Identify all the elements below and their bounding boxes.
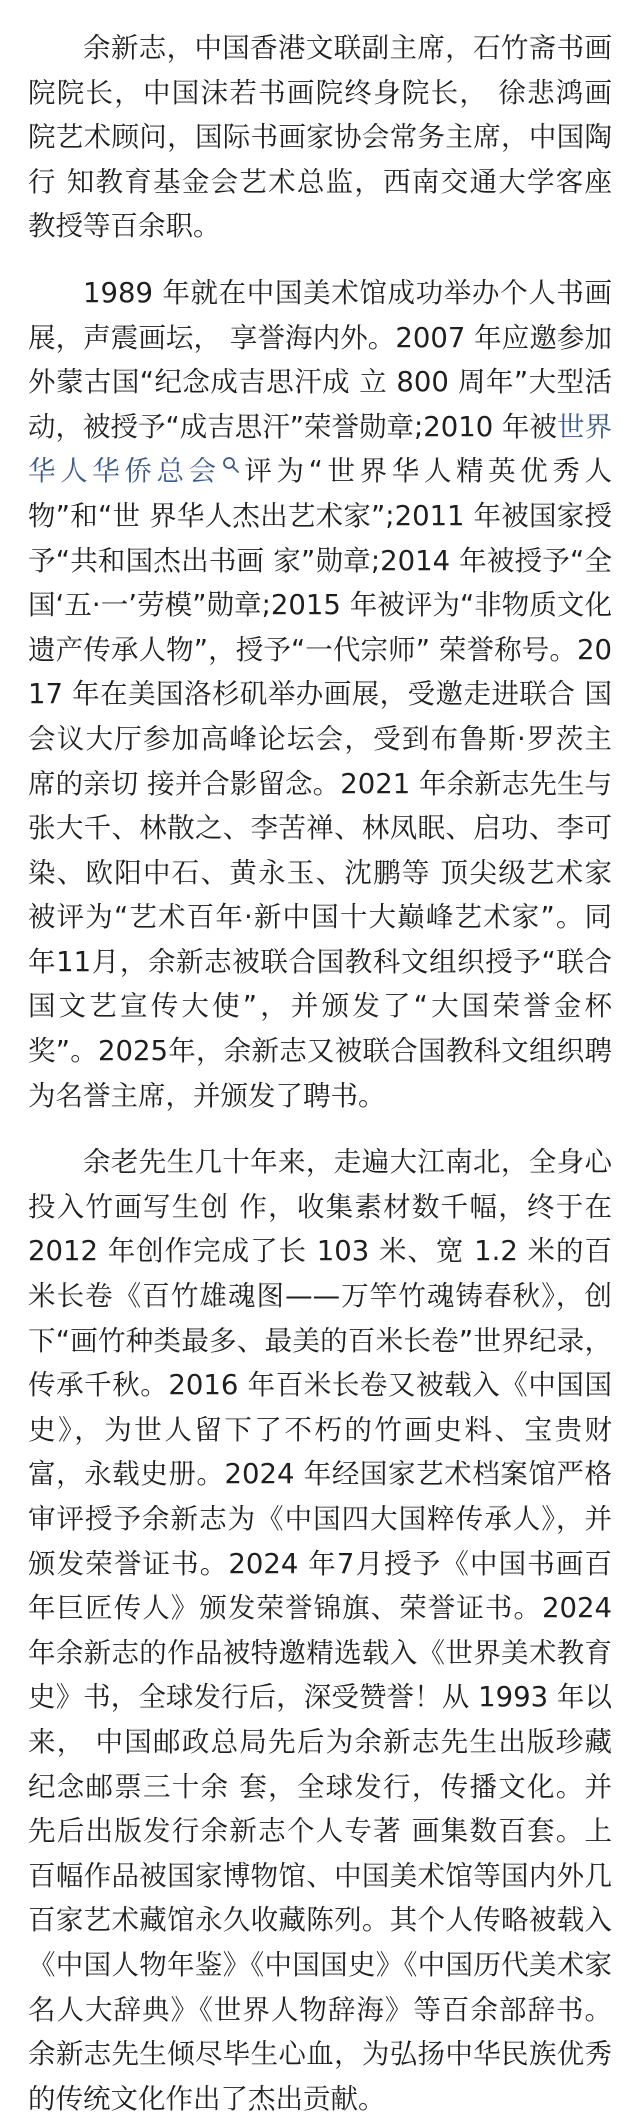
paragraph-honors (28, 271, 612, 1118)
search-link-world-chinese-association[interactable]: 世界华人华侨总会 (28, 410, 613, 488)
paragraph-honors-text-a: 1989 年就在中国美术馆成功举办个人书画展，声震画坛， 享誉海内外。2007 年应邀参加外蒙古国“纪念成吉思汗成 立 800 周年”大型活动，被授予“成吉思汗”荣誉勋章;2010 年被 (28, 276, 612, 443)
paragraph-intro: 余新志，中国香港文联副主席，石竹斋书画院院长，中国沫若书画院终身院长， 徐悲鸿画院艺术顾问，国际书画家协会常务主席，中国陶行 知教育基金会艺术总监，西南交通大学客座教授等百余职。 (28, 32, 612, 243)
paragraph-achievements: 余老先生几十年来，走遍大江南北，全身心投入竹画写生创 作，收集素材数千幅，终于在 2012 年创作完成了长 103 米、宽 1.2 米的百米长卷《百竹雄魂图——万竿竹魂铸春秋》，创下“画竹种类最多、最美的百米长卷”世界纪录，传承千秋。2016 年百米长卷又被载入《中国国史》，为世人留下了不朽的竹画史料、宝贵财富，永载史册。2024 年经国家艺术档案馆严格审评授予余新志为《中国四大国粹传承人》，并颁发荣誉证书。2024 年7月授予《中国书画百年巨匠传人》颁发荣誉锦旗、荣誉证书。2024年余新志的作品被特邀精选载入《世界美术教育史》书，全球发行后，深受赞誉！从 1993 年以来， 中国邮政总局先后为余新志先生出版珍藏纪念邮票三十余 套，全球发行，传播文化。并先后出版发行余新志个人专著 画集数百套。上百幅作品被国家博物馆、中国美术馆等国内外几百家艺术藏馆永久收藏陈列。其个人传略被载入《中国人物年鉴》《中国国史》《中国历代美术家名人大辞典》《世界人物辞海》等百余部辞书。余新志先生倾尽毕生心血，为弘扬中华民族优秀的传统文化作出了杰出贡献。 (28, 1146, 612, 2115)
paragraph-honors-text-b: 评为“世界华人精英优秀人物”和“世 界华人杰出艺术家”;2011 年被国家授予“共和国杰出书画 家”勋章;2014 年被授予“全国‘五·一’劳模”勋章;2015 年被评为“非物质文化遗产传承人物”，授予“一代宗师” 荣誉称号。2017 年在美国洛杉矶举办画展，受邀走进联合 国会议大厅参加高峰论坛会，受到布鲁斯·罗茨主席的亲切 接并合影留念。2021 年余新志先生与张大千、林散之、李苦禅、林凤眠、启功、李可染、欧阳中石、黄永玉、沈鹏等 顶尖级艺术家被评为“艺术百年·新中国十大巅峰艺术家”。同年11月，余新志被联合国教科文组织授予“联合国文艺宣传大使”，并颁发了“大国荣誉金杯奖”。2025年，余新志又被联合国教科文组织聘为名誉主席，并颁发了聘书。 (28, 455, 612, 1112)
search-icon[interactable] (222, 456, 240, 474)
